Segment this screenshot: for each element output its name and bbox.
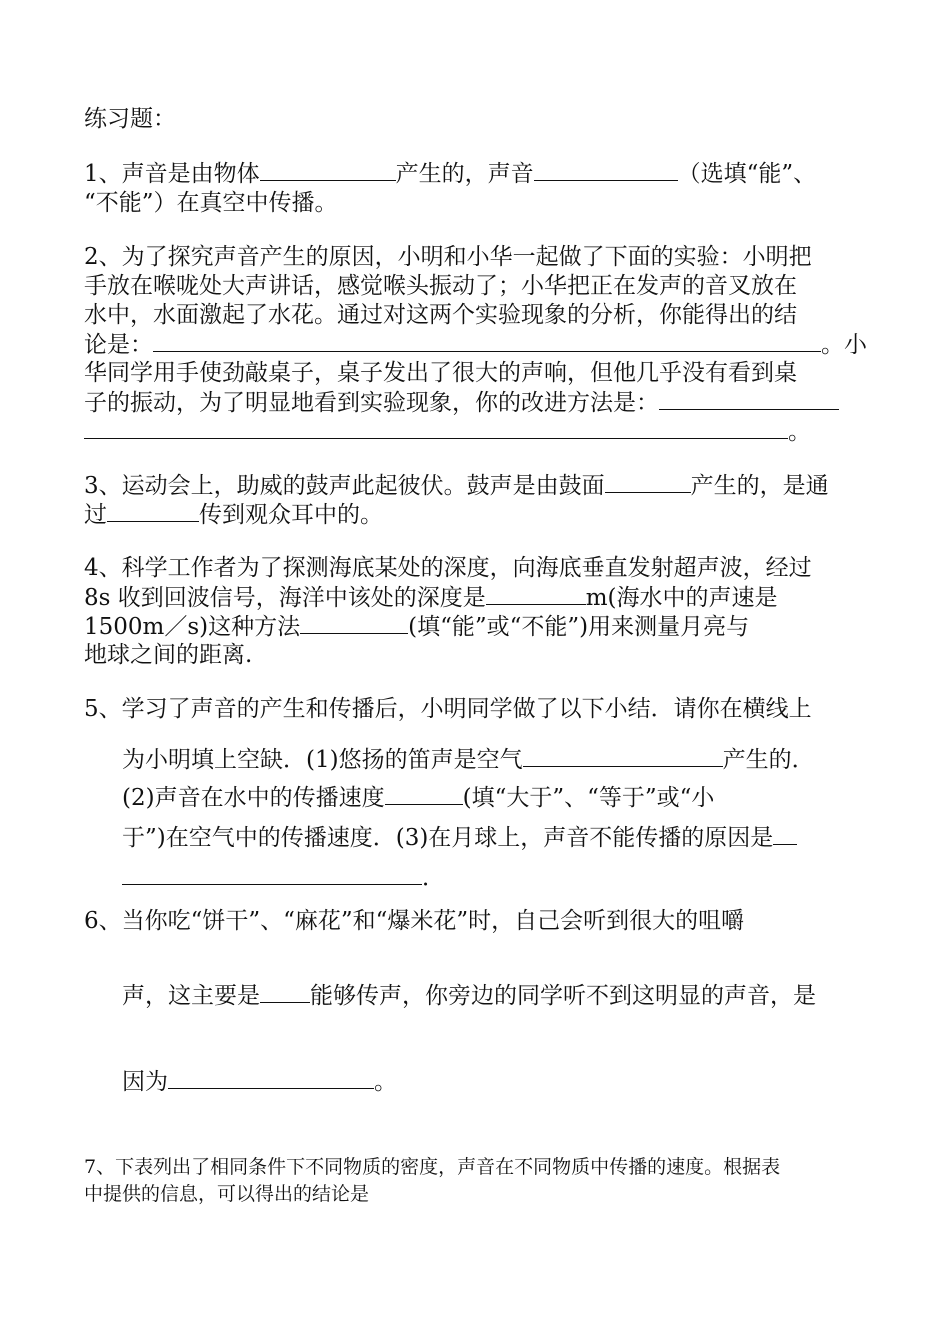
q2-text-b: 。小 (821, 332, 867, 358)
q4-text-d: (填“能”或“不能”)用来测量月亮与 (408, 614, 750, 640)
q6-text-c: 因为 (122, 1069, 168, 1095)
q5-blank-3a[interactable] (773, 822, 797, 845)
question-1-line-1 (84, 158, 816, 189)
page-title: 练习题： (84, 106, 176, 132)
question-5-line-2 (122, 744, 815, 775)
question-2-line-1: 2、为了探究声音产生的原因，小明和小华一起做了下面的实验：小明把 (84, 244, 812, 270)
question-2-line-3: 水中，水面激起了水花。通过对这两个实验现象的分析，你能得出的结 (84, 302, 797, 328)
q2-blank-conclusion[interactable] (153, 329, 821, 352)
q5-text-a: 为小明填上空缺．(1)悠扬的笛声是空气 (122, 747, 523, 773)
q5-text-e: 于”)在空气中的传播速度．(3)在月球上，声音不能传播的原因是 (122, 825, 774, 851)
q5-text-b: 产生的． (722, 747, 815, 773)
question-5-line-3 (122, 782, 714, 813)
q5-text-c: (2)声音在水中的传播速度 (122, 785, 385, 811)
q1-text-a: 1、声音是由物体 (84, 161, 260, 187)
q5-text-d: (填“大于”、“等于”或“小 (462, 785, 715, 811)
q2-text-c: 子的振动，为了明显地看到实验现象，你的改进方法是： (84, 390, 659, 416)
q4-text-c: 1500m／s)这种方法 (84, 614, 301, 640)
question-6-line-3 (122, 1066, 397, 1097)
q5-text-f: ． (422, 865, 445, 891)
q3-text-a: 3、运动会上，助威的鼓声此起彼伏。鼓声是由鼓面 (84, 473, 605, 499)
q3-blank-1[interactable] (605, 470, 691, 493)
question-7-line-2: 中提供的信息，可以得出的结论是 (84, 1183, 370, 1205)
q5-blank-2[interactable] (385, 782, 463, 805)
q2-text-a: 论是： (84, 332, 153, 358)
q6-text-d: 。 (374, 1069, 397, 1095)
question-3-line-1 (84, 470, 829, 501)
q6-text-b: 能够传声，你旁边的同学听不到这明显的声音，是 (310, 983, 816, 1009)
question-4-line-4: 地球之间的距离. (84, 642, 253, 668)
question-2-line-5: 华同学用手使劲敲桌子，桌子发出了很大的声响，但他几乎没有看到桌 (84, 360, 797, 386)
question-2-line-2: 手放在喉咙处大声讲话，感觉喉头振动了；小华把正在发声的音叉放在 (84, 273, 797, 299)
q6-text-a: 声，这主要是 (122, 983, 260, 1009)
question-2-line-7 (84, 416, 811, 447)
q2-blank-method-1[interactable] (659, 387, 839, 410)
q4-blank-depth[interactable] (486, 582, 586, 605)
question-2-line-6 (84, 387, 839, 418)
q4-text-b: m(海水中的声速是 (585, 585, 778, 611)
question-1-line-2: “不能”）在真空中传播。 (84, 190, 338, 216)
question-4-line-1: 4、科学工作者为了探测海底某处的深度，向海底垂直发射超声波，经过 (84, 555, 812, 581)
q6-blank-2[interactable] (168, 1066, 374, 1089)
q3-blank-2[interactable] (107, 499, 199, 522)
q4-blank-method[interactable] (300, 611, 408, 634)
q1-text-c: （选填“能”、 (677, 161, 817, 187)
q6-blank-1[interactable] (260, 980, 310, 1003)
q5-blank-3b[interactable] (122, 862, 422, 885)
question-6-line-1: 6、当你吃“饼干”、“麻花”和“爆米花”时，自己会听到很大的咀嚼 (84, 908, 745, 934)
question-6-line-2 (122, 980, 816, 1011)
question-7-line-1: 7、下表列出了相同条件下不同物质的密度，声音在不同物质中传播的速度。根据表 (84, 1156, 781, 1178)
question-5-line-1: 5、学习了声音的产生和传播后，小明同学做了以下小结．请你在横线上 (84, 696, 812, 722)
question-2-line-4 (84, 329, 867, 360)
q1-text-b: 产生的，声音 (395, 161, 534, 187)
q3-text-c: 过 (84, 502, 107, 528)
q4-text-a: 8s 收到回波信号，海洋中该处的深度是 (84, 585, 486, 611)
question-5-line-4 (122, 822, 797, 853)
question-3-line-2 (84, 499, 383, 530)
question-4-line-2 (84, 582, 778, 613)
q3-text-b: 产生的，是通 (690, 473, 829, 499)
question-5-line-5 (122, 862, 445, 893)
q1-blank-1[interactable] (260, 158, 396, 181)
q3-text-d: 传到观众耳中的。 (199, 502, 383, 528)
question-4-line-3 (84, 611, 749, 642)
q2-blank-method-2[interactable] (84, 416, 788, 439)
q1-blank-2[interactable] (534, 158, 678, 181)
q2-text-d: 。 (788, 419, 811, 445)
q5-blank-1[interactable] (523, 744, 723, 767)
